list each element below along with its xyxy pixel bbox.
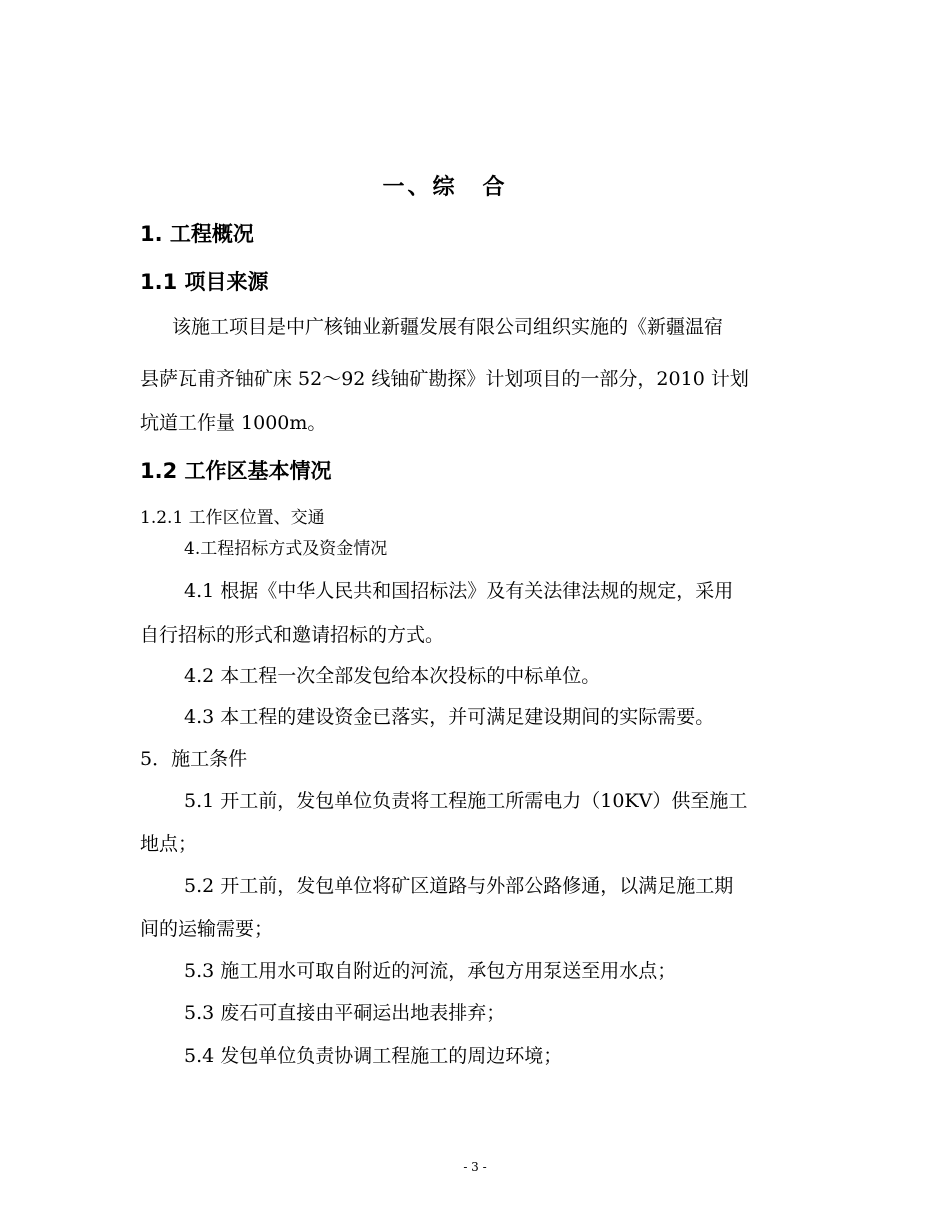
- subsection-1-2-1: 1.2.1 工作区位置、交通: [140, 508, 325, 528]
- section-heading-1: 1. 工程概况: [140, 222, 254, 246]
- item-4-heading: 4.工程招标方式及资金情况: [184, 539, 388, 559]
- item-5-1-line2: 地点；: [140, 833, 198, 855]
- page-number: - 3 -: [463, 1160, 487, 1174]
- item-4-1-line1: 4.1 根据《中华人民共和国招标法》及有关法律法规的规定，采用: [184, 580, 734, 602]
- para-project-source-line2: 县萨瓦甫齐铀矿床 52～92 线铀矿勘探》计划项目的一部分，2010 计划: [140, 368, 749, 390]
- section-heading-1-2: 1.2 工作区基本情况: [140, 459, 332, 483]
- item-5-heading: 5．施工条件: [140, 748, 248, 770]
- item-4-3: 4.3 本工程的建设资金已落实，并可满足建设期间的实际需要。: [184, 706, 715, 728]
- para-project-source-line3: 坑道工作量 1000m。: [140, 412, 327, 434]
- item-4-1-line2: 自行招标的形式和邀请招标的方式。: [140, 624, 445, 646]
- section-heading-1-1: 1.1 项目来源: [140, 270, 269, 294]
- item-4-2: 4.2 本工程一次全部发包给本次投标的中标单位。: [184, 665, 601, 687]
- item-5-2-line1: 5.2 开工前，发包单位将矿区道路与外部公路修通，以满足施工期: [184, 875, 734, 897]
- page-title: 一、综 合: [382, 175, 508, 200]
- para-project-source-line1: 该施工项目是中广核铀业新疆发展有限公司组织实施的《新疆温宿: [172, 316, 724, 338]
- item-5-3-waste-rock: 5.3 废石可直接由平硐运出地表排弃；: [184, 1002, 506, 1024]
- item-5-1-line1: 5.1 开工前，发包单位负责将工程施工所需电力（10KV）供至施工: [184, 790, 748, 812]
- item-5-4: 5.4 发包单位负责协调工程施工的周边环境；: [184, 1045, 563, 1067]
- item-5-3-water: 5.3 施工用水可取自附近的河流，承包方用泵送至用水点；: [184, 960, 677, 982]
- item-5-2-line2: 间的运输需要；: [140, 918, 274, 940]
